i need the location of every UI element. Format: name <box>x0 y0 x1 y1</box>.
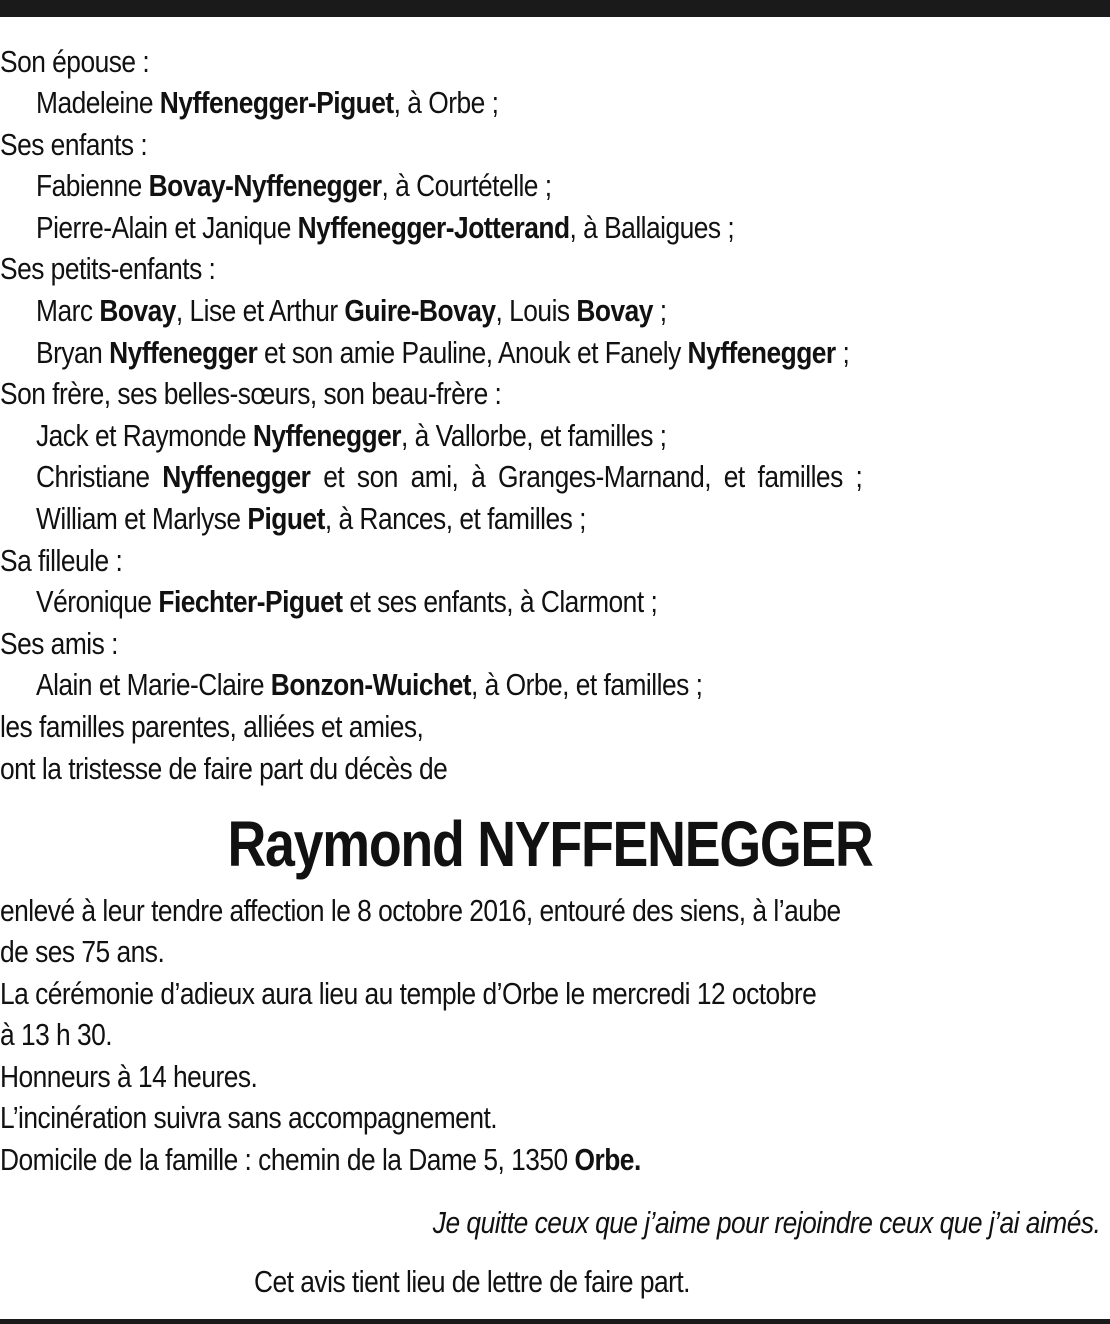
goddaughter-line: Véronique Fiechter-Piguet et ses enfants, à Clarmont ; <box>36 584 658 619</box>
relatives-line: les familles parentes, alliées et amies, <box>0 709 424 744</box>
grandchildren-line-1: Marc Bovay, Lise et Arthur Guire-Bovay, Louis Bovay ; <box>36 293 667 328</box>
grandchildren-line-2: Bryan Nyffenegger et son amie Pauline, Anouk et Fanely Nyffenegger ; <box>36 335 850 370</box>
details-line-5: Honneurs à 14 heures. <box>0 1059 258 1094</box>
goddaughter-heading: Sa filleule : <box>0 543 123 578</box>
siblings-heading: Son frère, ses belles-sœurs, son beau-frère : <box>0 376 502 411</box>
closing-notice: Cet avis tient lieu de lettre de faire part. <box>254 1264 690 1299</box>
details-line-7: Domicile de la famille : chemin de la Dame 5, 1350 Orbe. <box>0 1142 641 1177</box>
sibling-line-1: Jack et Raymonde Nyffenegger, à Vallorbe, et familles ; <box>36 418 667 453</box>
details-line-2: de ses 75 ans. <box>0 934 165 969</box>
grandchildren-heading: Ses petits-enfants : <box>0 251 216 286</box>
announcement-line: ont la tristesse de faire part du décès de <box>0 751 448 786</box>
friends-heading: Ses amis : <box>0 626 118 661</box>
sibling-line-2: Christiane Nyffenegger et son ami, à Granges-Marnand, et familles ; <box>36 459 863 494</box>
spouse-heading: Son épouse : <box>0 44 150 79</box>
child-line-2: Pierre-Alain et Janique Nyffenegger-Jotterand, à Ballaigues ; <box>36 210 735 245</box>
sibling-line-3: William et Marlyse Piguet, à Rances, et familles ; <box>36 501 586 536</box>
deceased-name: Raymond NYFFENEGGER <box>227 808 873 880</box>
friends-line: Alain et Marie-Claire Bonzon-Wuichet, à Orbe, et familles ; <box>36 667 703 702</box>
spouse-line: Madeleine Nyffenegger-Piguet, à Orbe ; <box>36 85 499 120</box>
children-heading: Ses enfants : <box>0 127 148 162</box>
details-line-6: L’incinération suivra sans accompagnement. <box>0 1100 498 1135</box>
child-line-1: Fabienne Bovay-Nyffenegger, à Courtételle ; <box>36 168 552 203</box>
top-rule <box>0 0 1110 17</box>
details-line-3: La cérémonie d’adieux aura lieu au temple d’Orbe le mercredi 12 octobre <box>0 976 817 1011</box>
details-line-1: enlevé à leur tendre affection le 8 octobre 2016, entouré des siens, à l’aube <box>0 893 841 928</box>
bottom-rule <box>0 1319 1110 1324</box>
details-line-4: à 13 h 30. <box>0 1017 113 1052</box>
closing-quote: Je quitte ceux que j’aime pour rejoindre ceux que j’ai aimés. <box>432 1205 1100 1240</box>
